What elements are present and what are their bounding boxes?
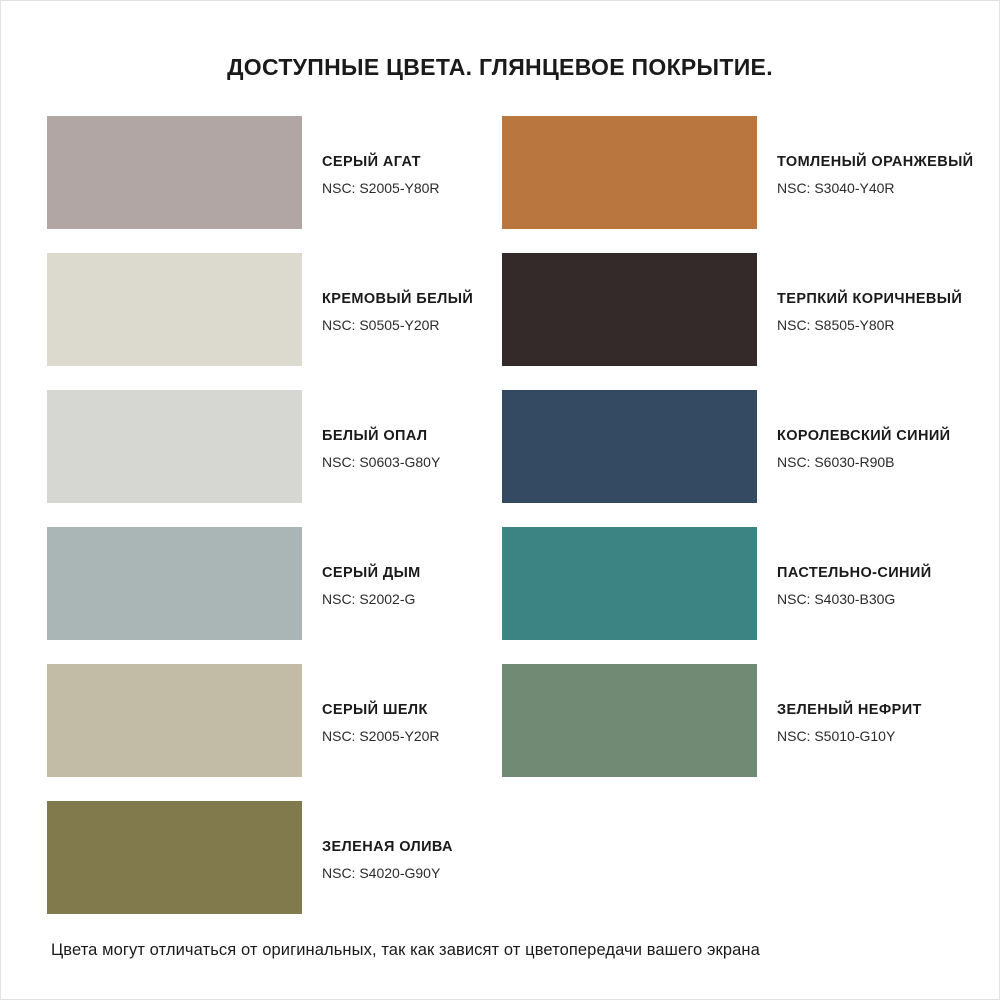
swatch-item	[47, 527, 502, 664]
color-swatch	[502, 116, 757, 229]
swatch-text	[757, 390, 951, 471]
swatch-item	[502, 527, 957, 664]
swatch-text	[302, 801, 453, 882]
swatch-item	[47, 664, 502, 801]
swatch-text	[757, 116, 974, 197]
swatch-name: СЕРЫЙ ДЫМ	[322, 565, 421, 581]
swatch-name: ЗЕЛЕНАЯ ОЛИВА	[322, 839, 453, 855]
swatch-item	[502, 116, 974, 253]
swatch-item	[502, 390, 957, 527]
swatch-code: NSC: S2005-Y80R	[322, 180, 440, 197]
color-swatch	[47, 253, 302, 366]
swatch-text	[757, 664, 922, 745]
swatch-text	[302, 527, 421, 608]
swatch-name: ТЕРПКИЙ КОРИЧНЕВЫЙ	[777, 291, 963, 307]
swatch-item	[47, 253, 502, 390]
swatch-name: КОРОЛЕВСКИЙ СИНИЙ	[777, 428, 951, 444]
swatch-text	[757, 253, 962, 334]
color-swatch	[47, 116, 302, 229]
swatch-text	[302, 116, 440, 197]
swatch-code: NSC: S6030-R90B	[777, 454, 895, 471]
swatch-name: ТОМЛЕНЫЙ ОРАНЖЕВЫЙ	[777, 154, 974, 170]
swatch-name: ЗЕЛЕНЫЙ НЕФРИТ	[777, 702, 922, 718]
swatch-item	[47, 116, 502, 253]
color-swatch	[502, 390, 757, 503]
swatch-name: КРЕМОВЫЙ БЕЛЫЙ	[322, 291, 474, 307]
swatch-code: NSC: S4020-G90Y	[322, 865, 441, 882]
swatch-text	[302, 253, 473, 334]
swatch-item	[47, 801, 502, 938]
swatch-code: NSC: S0505-Y20R	[322, 317, 440, 334]
swatch-name: СЕРЫЙ АГАТ	[322, 154, 421, 170]
swatch-text	[302, 390, 440, 471]
swatch-name: СЕРЫЙ ШЕЛК	[322, 702, 428, 718]
swatch-text	[757, 527, 932, 608]
page-title: ДОСТУПНЫЕ ЦВЕТА. ГЛЯНЦЕВОЕ ПОКРЫТИЕ.	[227, 54, 773, 80]
color-swatch	[502, 527, 757, 640]
swatch-item	[47, 390, 502, 527]
swatch-text	[302, 664, 440, 745]
color-swatch	[502, 253, 757, 366]
color-swatch	[47, 390, 302, 503]
color-swatch	[47, 664, 302, 777]
swatch-code: NSC: S8505-Y80R	[777, 317, 895, 334]
color-swatch	[47, 527, 302, 640]
swatch-item	[502, 664, 957, 801]
swatch-code: NSC: S0603-G80Y	[322, 454, 441, 471]
disclaimer-text: Цвета могут отличаться от оригинальных, так как зависят от цветопередачи вашего экрана	[51, 941, 760, 959]
swatch-code: NSC: S5010-G10Y	[777, 728, 896, 745]
swatch-code: NSC: S2002-G	[322, 591, 416, 608]
color-swatch	[47, 801, 302, 914]
swatch-code: NSC: S4030-B30G	[777, 591, 896, 608]
swatch-code: NSC: S2005-Y20R	[322, 728, 440, 745]
color-swatch	[502, 664, 757, 777]
swatch-name: БЕЛЫЙ ОПАЛ	[322, 428, 428, 444]
swatch-name: ПАСТЕЛЬНО-СИНИЙ	[777, 565, 932, 581]
swatch-grid	[47, 116, 974, 938]
swatch-code: NSC: S3040-Y40R	[777, 180, 895, 197]
swatch-item	[502, 253, 963, 390]
